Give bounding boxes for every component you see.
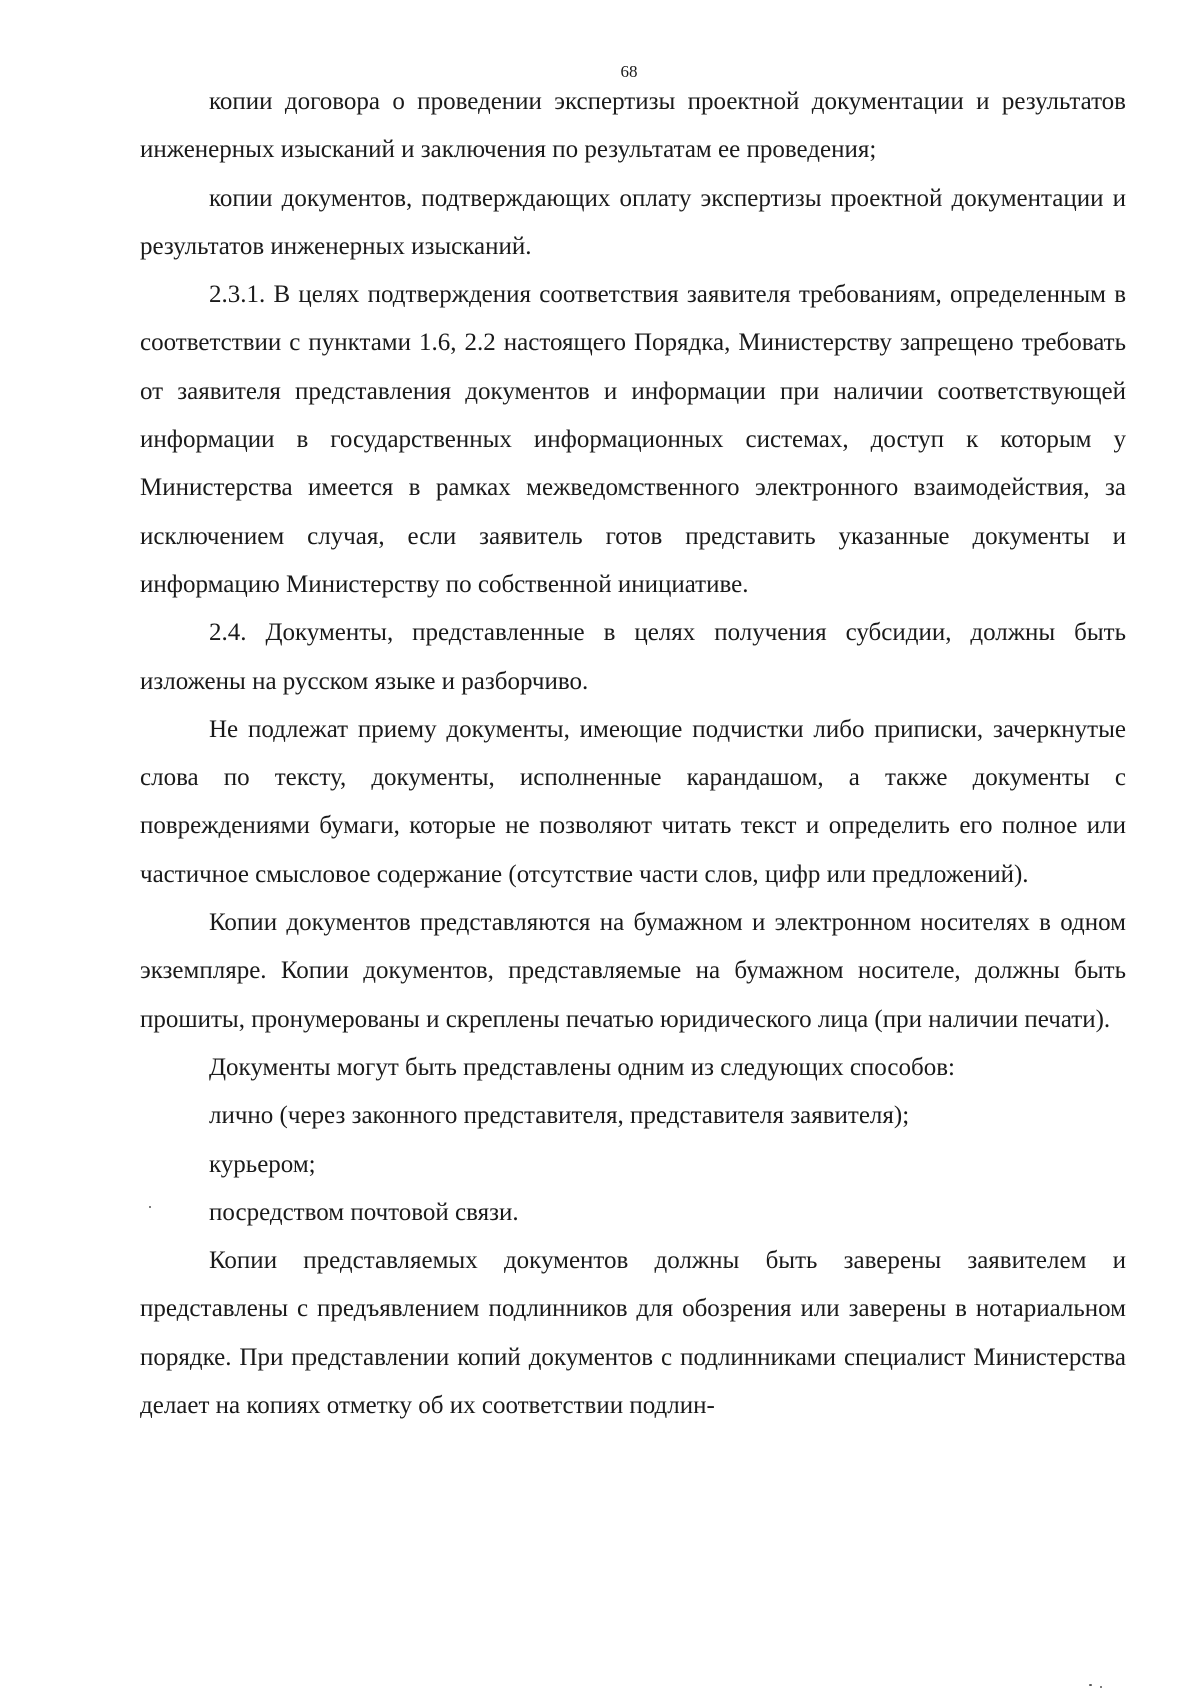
paragraph-submission-methods: Документы могут быть представлены одним из следующих способов:	[209, 1053, 955, 1081]
list-item-postal: посредством почтовой связи.	[209, 1198, 519, 1226]
page-body	[140, 78, 1126, 1430]
paragraph-2-3-1: 2.3.1. В целях подтверждения соответствия заявителя требованиям, определенным в соответствии с пунктами 1.6, 2.2 настоящего Порядка, Министерству запрещено требовать от заявителя представления документов и информации при наличии соответствующей информации в государственных информационных системах, доступ к которым у Министерства имеется в рамках межведомственного электронного взаимодействия, за исключением случая, если заявитель готов представить указанные документы и информацию Министерству по собственной инициативе.	[140, 281, 1126, 598]
paragraph-payment-copies: копии документов, подтверждающих оплату экспертизы проектной документации и результатов инженерных изысканий.	[140, 184, 1126, 260]
list-item-in-person: лично (через законного представителя, представителя заявителя);	[209, 1102, 910, 1130]
paragraph-contract-copies: копии договора о проведении экспертизы проектной документации и результатов инженерных изысканий и заключения по результатам ее проведения;	[140, 88, 1126, 164]
paragraph-copies-format: Копии документов представляются на бумажном и электронном носителях в одном экземпляре. Копии документов, представляемые на бумажном носителе, должны быть прошиты, пронумерованы и скреплены печатью юридического лица (при наличии печати).	[140, 909, 1126, 1033]
paragraph-not-accepted: Не подлежат приему документы, имеющие подчистки либо приписки, зачеркнутые слова по тексту, документы, исполненные карандашом, а также документы с повреждениями бумаги, которые не позволяют читать текст и определить его полное или частичное смысловое содержание (отсутствие части слов, цифр или предложений).	[140, 715, 1126, 888]
paragraph-2-4: 2.4. Документы, представленные в целях получения субсидии, должны быть изложены на русском языке и разборчиво.	[140, 619, 1126, 695]
scan-speck	[1100, 1686, 1102, 1688]
scan-speck	[149, 1206, 151, 1208]
scan-speck	[1089, 1684, 1092, 1686]
page-number: 68	[620, 62, 638, 81]
paragraph-certification: Копии представляемых документов должны быть заверены заявителем и представлены с предъявлением подлинников для обозрения или заверены в нотариальном порядке. При представлении копий документов с подлинниками специалист Министерства делает на копиях отметку об их соответствии подлин-	[140, 1247, 1126, 1420]
list-item-courier: курьером;	[209, 1150, 316, 1178]
